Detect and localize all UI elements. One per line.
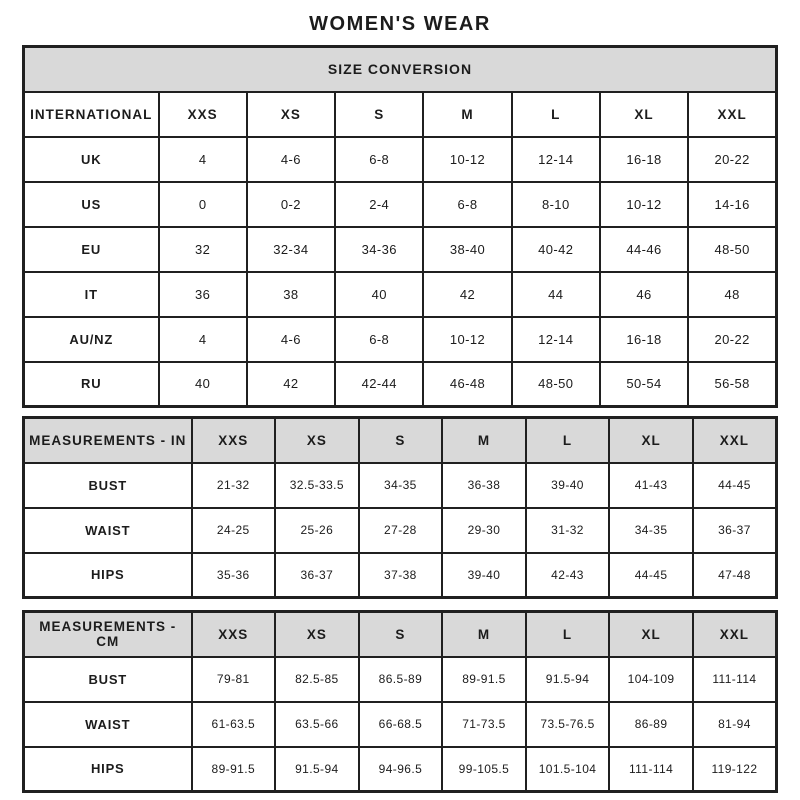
column-header: S (359, 612, 443, 657)
value-cell: 35-36 (192, 553, 276, 598)
size-conversion-table (22, 45, 778, 408)
value-cell: 91.5-94 (275, 747, 359, 792)
row-label: EU (24, 227, 159, 272)
table-row (24, 463, 777, 508)
value-cell: 36-37 (693, 508, 777, 553)
value-cell: 86.5-89 (359, 657, 443, 702)
value-cell: 12-14 (512, 317, 600, 362)
value-cell: 101.5-104 (526, 747, 610, 792)
table-row (24, 137, 777, 182)
value-cell: 86-89 (609, 702, 693, 747)
value-cell: 46 (600, 272, 688, 317)
value-cell: 2-4 (335, 182, 423, 227)
value-cell: 4 (159, 137, 247, 182)
value-cell: 10-12 (423, 137, 511, 182)
value-cell: 89-91.5 (442, 657, 526, 702)
value-cell: 34-36 (335, 227, 423, 272)
measurements-cm-table (22, 610, 778, 793)
value-cell: 79-81 (192, 657, 276, 702)
table-row (24, 702, 777, 747)
value-cell: 42-44 (335, 362, 423, 407)
row-label: RU (24, 362, 159, 407)
value-cell: 0 (159, 182, 247, 227)
value-cell: 10-12 (600, 182, 688, 227)
row-label: BUST (24, 657, 192, 702)
value-cell: 50-54 (600, 362, 688, 407)
value-cell: 44-45 (693, 463, 777, 508)
value-cell: 6-8 (423, 182, 511, 227)
value-cell: 36 (159, 272, 247, 317)
column-header: XXL (688, 92, 776, 137)
column-header: XXL (693, 418, 777, 463)
value-cell: 66-68.5 (359, 702, 443, 747)
value-cell: 82.5-85 (275, 657, 359, 702)
value-cell: 81-94 (693, 702, 777, 747)
column-header: L (526, 612, 610, 657)
row-label: IT (24, 272, 159, 317)
value-cell: 27-28 (359, 508, 443, 553)
column-header: XXL (693, 612, 777, 657)
row-label: HIPS (24, 747, 192, 792)
value-cell: 89-91.5 (192, 747, 276, 792)
column-header: XL (600, 92, 688, 137)
value-cell: 46-48 (423, 362, 511, 407)
row-label: HIPS (24, 553, 192, 598)
value-cell: 39-40 (526, 463, 610, 508)
value-cell: 12-14 (512, 137, 600, 182)
value-cell: 91.5-94 (526, 657, 610, 702)
value-cell: 44 (512, 272, 600, 317)
table-row (24, 553, 777, 598)
table-row (24, 747, 777, 792)
value-cell: 32 (159, 227, 247, 272)
table-title: MEASUREMENTS - CM (24, 612, 192, 657)
column-header: XXS (192, 612, 276, 657)
row-label: WAIST (24, 702, 192, 747)
value-cell: 38 (247, 272, 335, 317)
value-cell: 37-38 (359, 553, 443, 598)
value-cell: 31-32 (526, 508, 610, 553)
value-cell: 42-43 (526, 553, 610, 598)
column-header-row (24, 92, 777, 137)
value-cell: 42 (423, 272, 511, 317)
value-cell: 71-73.5 (442, 702, 526, 747)
value-cell: 44-46 (600, 227, 688, 272)
table-span-header: SIZE CONVERSION (24, 47, 777, 92)
column-header: S (335, 92, 423, 137)
column-header: XS (247, 92, 335, 137)
column-header: M (442, 612, 526, 657)
value-cell: 40 (335, 272, 423, 317)
value-cell: 99-105.5 (442, 747, 526, 792)
value-cell: 6-8 (335, 137, 423, 182)
row-label: BUST (24, 463, 192, 508)
value-cell: 48-50 (688, 227, 776, 272)
column-header: XXS (192, 418, 276, 463)
row-label: US (24, 182, 159, 227)
table-row (24, 317, 777, 362)
value-cell: 24-25 (192, 508, 276, 553)
value-cell: 104-109 (609, 657, 693, 702)
value-cell: 34-35 (359, 463, 443, 508)
value-cell: 10-12 (423, 317, 511, 362)
page-title: WOMEN'S WEAR (309, 13, 491, 35)
value-cell: 48 (688, 272, 776, 317)
value-cell: 119-122 (693, 747, 777, 792)
value-cell: 4-6 (247, 317, 335, 362)
column-header: M (423, 92, 511, 137)
column-header: XXS (159, 92, 247, 137)
value-cell: 29-30 (442, 508, 526, 553)
value-cell: 36-37 (275, 553, 359, 598)
column-header: XS (275, 418, 359, 463)
table-row (24, 272, 777, 317)
value-cell: 44-45 (609, 553, 693, 598)
value-cell: 94-96.5 (359, 747, 443, 792)
table-row (24, 362, 777, 407)
column-header: L (512, 92, 600, 137)
value-cell: 16-18 (600, 317, 688, 362)
value-cell: 56-58 (688, 362, 776, 407)
value-cell: 16-18 (600, 137, 688, 182)
value-cell: 40 (159, 362, 247, 407)
measurements-in-table (22, 416, 778, 599)
value-cell: 6-8 (335, 317, 423, 362)
column-header: XS (275, 612, 359, 657)
value-cell: 39-40 (442, 553, 526, 598)
value-cell: 20-22 (688, 317, 776, 362)
value-cell: 42 (247, 362, 335, 407)
row-label: WAIST (24, 508, 192, 553)
value-cell: 20-22 (688, 137, 776, 182)
value-cell: 111-114 (609, 747, 693, 792)
value-cell: 32-34 (247, 227, 335, 272)
value-cell: 111-114 (693, 657, 777, 702)
value-cell: 4 (159, 317, 247, 362)
value-cell: 48-50 (512, 362, 600, 407)
value-cell: 36-38 (442, 463, 526, 508)
column-header: XL (609, 418, 693, 463)
column-header: INTERNATIONAL (24, 92, 159, 137)
column-header-row (24, 418, 777, 463)
value-cell: 32.5-33.5 (275, 463, 359, 508)
table-row (24, 657, 777, 702)
table-row (24, 227, 777, 272)
value-cell: 0-2 (247, 182, 335, 227)
value-cell: 21-32 (192, 463, 276, 508)
value-cell: 47-48 (693, 553, 777, 598)
column-header: S (359, 418, 443, 463)
column-header: M (442, 418, 526, 463)
column-header: L (526, 418, 610, 463)
row-label: AU/NZ (24, 317, 159, 362)
table-row (24, 182, 777, 227)
table-title: MEASUREMENTS - IN (24, 418, 192, 463)
value-cell: 14-16 (688, 182, 776, 227)
value-cell: 25-26 (275, 508, 359, 553)
row-label: UK (24, 137, 159, 182)
value-cell: 38-40 (423, 227, 511, 272)
value-cell: 8-10 (512, 182, 600, 227)
value-cell: 41-43 (609, 463, 693, 508)
table-span-header-row (24, 47, 777, 92)
value-cell: 73.5-76.5 (526, 702, 610, 747)
value-cell: 34-35 (609, 508, 693, 553)
value-cell: 63.5-66 (275, 702, 359, 747)
column-header-row (24, 612, 777, 657)
value-cell: 61-63.5 (192, 702, 276, 747)
value-cell: 40-42 (512, 227, 600, 272)
value-cell: 4-6 (247, 137, 335, 182)
table-row (24, 508, 777, 553)
column-header: XL (609, 612, 693, 657)
